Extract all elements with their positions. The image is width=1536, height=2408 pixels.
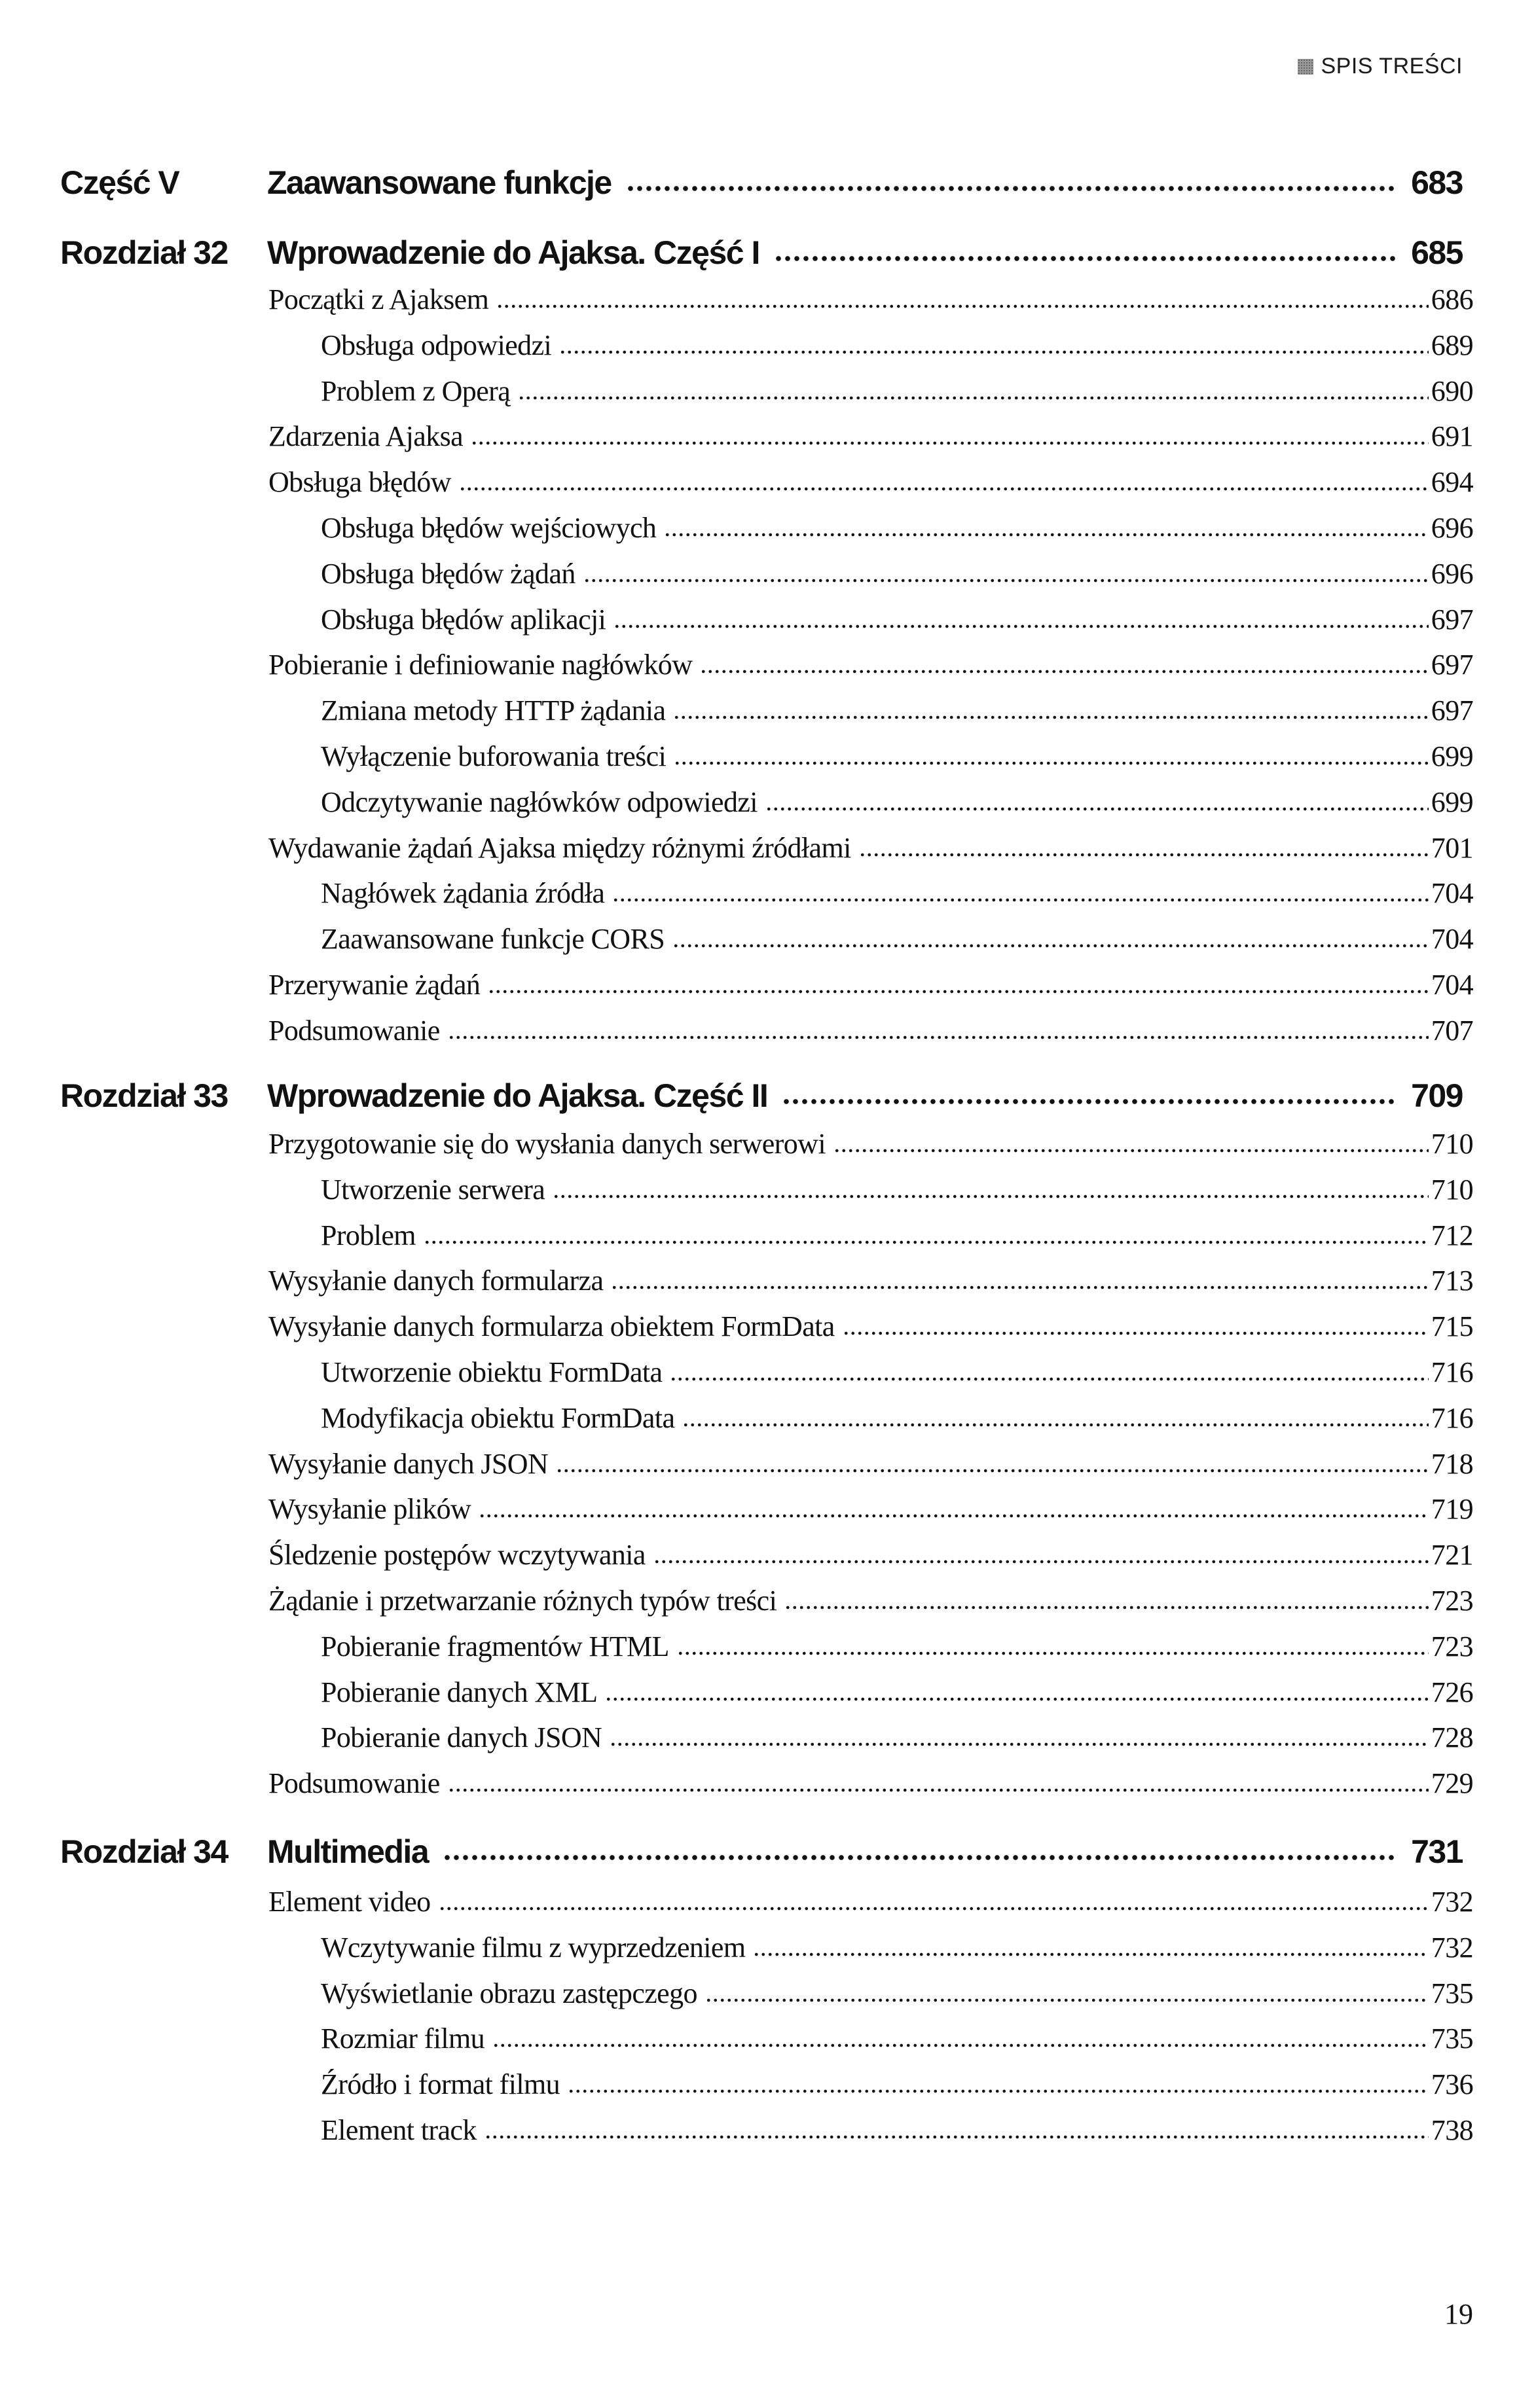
entry-title: Początki z Ajaksem: [268, 283, 489, 315]
dot-leader: [753, 1952, 1428, 1957]
entry-title: Przerywanie żądań: [268, 969, 481, 1001]
entry-page: 723: [1431, 1630, 1473, 1662]
entry-title: Obsługa odpowiedzi: [321, 329, 552, 361]
part-label: Część V: [60, 164, 179, 201]
entry-page: 718: [1431, 1447, 1473, 1480]
toc-entry[interactable]: [268, 1584, 1473, 1623]
toc-entry[interactable]: [321, 785, 1473, 825]
dot-leader: [677, 1651, 1429, 1656]
dot-leader: [782, 1098, 1397, 1105]
entry-page: 696: [1431, 557, 1473, 590]
toc-entry[interactable]: [321, 694, 1473, 733]
entry-title: Utworzenie obiektu FormData: [321, 1356, 663, 1388]
dot-leader: [774, 255, 1397, 262]
dot-leader: [518, 395, 1429, 401]
entry-page: 710: [1431, 1173, 1473, 1206]
dot-leader: [673, 715, 1428, 720]
dot-leader: [859, 852, 1429, 857]
entry-page: 704: [1431, 877, 1473, 910]
dot-leader: [612, 897, 1428, 903]
entry-page: 716: [1431, 1356, 1473, 1388]
entry-title: Pobieranie danych JSON: [321, 1721, 602, 1754]
entry-page: 707: [1431, 1014, 1473, 1047]
toc-entry[interactable]: [321, 511, 1473, 550]
dot-leader: [448, 1035, 1429, 1040]
entry-page: 716: [1431, 1401, 1473, 1434]
entry-page: 721: [1431, 1539, 1473, 1572]
toc-entry[interactable]: [321, 1401, 1473, 1441]
entry-page: 735: [1431, 1977, 1473, 2009]
dot-leader: [424, 1240, 1429, 1245]
toc-entry[interactable]: [321, 1721, 1473, 1760]
dot-leader: [611, 1285, 1428, 1290]
toc-entry[interactable]: [268, 283, 1473, 322]
toc-entry[interactable]: [268, 968, 1473, 1007]
dot-leader: [682, 1422, 1428, 1428]
chapter-label: Rozdział 33: [60, 1077, 228, 1114]
page-number: 19: [1444, 2298, 1473, 2330]
toc-entry[interactable]: [321, 1356, 1473, 1395]
entry-title: Podsumowanie: [268, 1767, 440, 1800]
toc-entry[interactable]: [321, 374, 1473, 414]
toc-entry[interactable]: [268, 1885, 1473, 1924]
toc-entry[interactable]: [321, 1676, 1473, 1715]
toc-entry[interactable]: [268, 1492, 1473, 1532]
entry-title: Problem: [321, 1219, 416, 1251]
toc-entry[interactable]: [321, 2068, 1473, 2107]
entry-title: Źródło i format filmu: [321, 2068, 560, 2101]
chapter-heading-32[interactable]: [60, 234, 1463, 279]
dot-leader: [488, 989, 1429, 994]
dot-leader: [459, 486, 1429, 492]
entry-page: 712: [1431, 1219, 1473, 1251]
entry-title: Pobieranie danych XML: [321, 1676, 598, 1708]
dot-leader: [568, 2089, 1429, 2094]
entry-title: Obsługa błędów żądań: [321, 557, 576, 590]
toc-entry[interactable]: [321, 1630, 1473, 1669]
toc-entry[interactable]: [321, 922, 1473, 961]
toc-entry[interactable]: [268, 1014, 1473, 1053]
entry-title: Zaawansowane funkcje CORS: [321, 923, 665, 956]
toc-entry[interactable]: [321, 603, 1473, 642]
entry-page: 697: [1431, 649, 1473, 681]
entry-page: 691: [1431, 420, 1473, 453]
entry-title: Wczytywanie filmu z wyprzedzeniem: [321, 1931, 746, 1964]
entry-title: Nagłówek żądania źródła: [321, 877, 605, 910]
dot-leader: [553, 1194, 1429, 1199]
dot-leader: [605, 1697, 1428, 1702]
entry-title: Śledzenie postępów wczytywania: [268, 1539, 646, 1572]
entry-title: Wysyłanie danych formularza obiektem FormData: [268, 1310, 835, 1343]
section-marker-icon: [1298, 59, 1313, 75]
chapter-title: Wprowadzenie do Ajaksa. Część II: [267, 1077, 768, 1114]
dot-leader: [613, 624, 1429, 629]
dot-leader: [556, 1468, 1429, 1473]
dot-leader: [479, 1513, 1429, 1518]
dot-leader: [583, 578, 1429, 583]
entry-title: Obsługa błędów: [268, 466, 451, 499]
entry-title: Utworzenie serwera: [321, 1173, 545, 1206]
entry-page: 689: [1431, 329, 1473, 361]
toc-entry[interactable]: [321, 1931, 1473, 1970]
entry-page: 710: [1431, 1128, 1473, 1160]
chapter-title: Multimedia: [267, 1833, 429, 1870]
toc-entry[interactable]: [321, 1219, 1473, 1258]
entry-title: Wyświetlanie obrazu zastępczego: [321, 1977, 697, 2009]
toc-entry[interactable]: [321, 329, 1473, 368]
entry-page: 713: [1431, 1265, 1473, 1297]
entry-title: Wysyłanie danych JSON: [268, 1447, 549, 1480]
entry-page: 738: [1431, 2114, 1473, 2146]
dot-leader: [492, 2043, 1429, 2048]
toc-entry[interactable]: [268, 1767, 1473, 1806]
entry-title: Problem z Operą: [321, 374, 511, 407]
toc-entry[interactable]: [321, 2113, 1473, 2153]
entry-title: Przygotowanie się do wysłania danych serwerowi: [268, 1128, 826, 1160]
chapter-page: 731: [1411, 1833, 1463, 1870]
toc-entry[interactable]: [268, 420, 1473, 459]
toc-entry[interactable]: [268, 465, 1473, 505]
toc-entry[interactable]: [321, 557, 1473, 596]
entry-page: 697: [1431, 603, 1473, 636]
entry-page: 696: [1431, 512, 1473, 544]
dot-leader: [784, 1605, 1429, 1610]
entry-title: Podsumowanie: [268, 1014, 440, 1047]
entry-page: 701: [1431, 831, 1473, 864]
entry-page: 686: [1431, 283, 1473, 315]
toc-entry[interactable]: [321, 2022, 1473, 2061]
entry-title: Element video: [268, 1886, 431, 1918]
dot-leader: [670, 1376, 1428, 1382]
running-head: [1298, 54, 1463, 79]
dot-leader: [664, 532, 1429, 537]
entry-title: Żądanie i przetwarzanie różnych typów treści: [268, 1585, 777, 1617]
entry-title: Element track: [321, 2114, 477, 2146]
entry-page: 697: [1431, 694, 1473, 727]
dot-leader: [485, 2134, 1429, 2140]
toc-entry[interactable]: [321, 1977, 1473, 2016]
toc-entry[interactable]: [268, 1264, 1473, 1303]
entry-title: Wydawanie żądań Ajaksa między różnymi źródłami: [268, 831, 851, 864]
entry-title: Rozmiar filmu: [321, 2022, 485, 2055]
running-head-text: SPIS TREŚCI: [1321, 54, 1463, 79]
chapter-label: Rozdział 32: [60, 234, 228, 271]
dot-leader: [705, 1998, 1429, 2003]
chapter-page: 685: [1411, 234, 1463, 271]
dot-leader: [496, 304, 1429, 309]
dot-leader: [439, 1906, 1429, 1911]
dot-leader: [626, 185, 1397, 192]
part-title: Zaawansowane funkcje: [267, 164, 612, 201]
dot-leader: [448, 1788, 1429, 1793]
dot-leader: [610, 1742, 1429, 1747]
entry-page: 728: [1431, 1721, 1473, 1754]
entry-page: 732: [1431, 1886, 1473, 1918]
toc-entry[interactable]: [268, 1127, 1473, 1166]
entry-title: Wysyłanie plików: [268, 1493, 471, 1526]
part-page: 683: [1411, 164, 1463, 201]
dot-leader: [672, 943, 1429, 948]
toc-entry[interactable]: [268, 1538, 1473, 1577]
dot-leader: [443, 1854, 1397, 1861]
entry-page: 699: [1431, 740, 1473, 772]
entry-page: 723: [1431, 1585, 1473, 1617]
dot-leader: [765, 806, 1429, 812]
toc-entry[interactable]: [321, 876, 1473, 916]
dot-leader: [559, 350, 1429, 355]
entry-title: Wysyłanie danych formularza: [268, 1265, 604, 1297]
toc-entry[interactable]: [268, 1447, 1473, 1486]
chapter-label: Rozdział 34: [60, 1833, 228, 1870]
dot-leader: [674, 761, 1429, 766]
dot-leader: [833, 1148, 1429, 1153]
chapter-title: Wprowadzenie do Ajaksa. Część I: [267, 234, 759, 271]
entry-page: 719: [1431, 1493, 1473, 1526]
entry-title: Zmiana metody HTTP żądania: [321, 694, 666, 727]
entry-page: 699: [1431, 785, 1473, 818]
entry-title: Obsługa błędów wejściowych: [321, 512, 657, 544]
entry-page: 715: [1431, 1310, 1473, 1343]
entry-title: Zdarzenia Ajaksa: [268, 420, 464, 453]
chapter-page: 709: [1411, 1077, 1463, 1114]
entry-title: Obsługa błędów aplikacji: [321, 603, 606, 636]
chapter-heading-34[interactable]: [60, 1833, 1463, 1878]
entry-title: Pobieranie i definiowanie nagłówków: [268, 649, 693, 681]
entry-page: 690: [1431, 374, 1473, 407]
toc-entry[interactable]: [268, 1310, 1473, 1349]
toc-entry[interactable]: [321, 1173, 1473, 1212]
entry-page: 735: [1431, 2022, 1473, 2055]
part-heading[interactable]: [60, 164, 1463, 209]
toc-entry[interactable]: [268, 831, 1473, 871]
chapter-heading-33[interactable]: [60, 1077, 1463, 1123]
entry-title: Pobieranie fragmentów HTML: [321, 1630, 669, 1662]
entry-page: 736: [1431, 2068, 1473, 2101]
entry-title: Odczytywanie nagłówków odpowiedzi: [321, 785, 758, 818]
dot-leader: [700, 669, 1428, 674]
entry-title: Wyłączenie buforowania treści: [321, 740, 667, 772]
dot-leader: [471, 440, 1429, 446]
toc-entry[interactable]: [268, 648, 1473, 687]
entry-page: 729: [1431, 1767, 1473, 1800]
entry-page: 704: [1431, 969, 1473, 1001]
toc-entry[interactable]: [321, 740, 1473, 779]
entry-title: Modyfikacja obiektu FormData: [321, 1401, 675, 1434]
entry-page: 732: [1431, 1931, 1473, 1964]
dot-leader: [653, 1559, 1429, 1564]
dot-leader: [843, 1331, 1429, 1336]
entry-page: 694: [1431, 466, 1473, 499]
entry-page: 726: [1431, 1676, 1473, 1708]
entry-page: 704: [1431, 923, 1473, 956]
